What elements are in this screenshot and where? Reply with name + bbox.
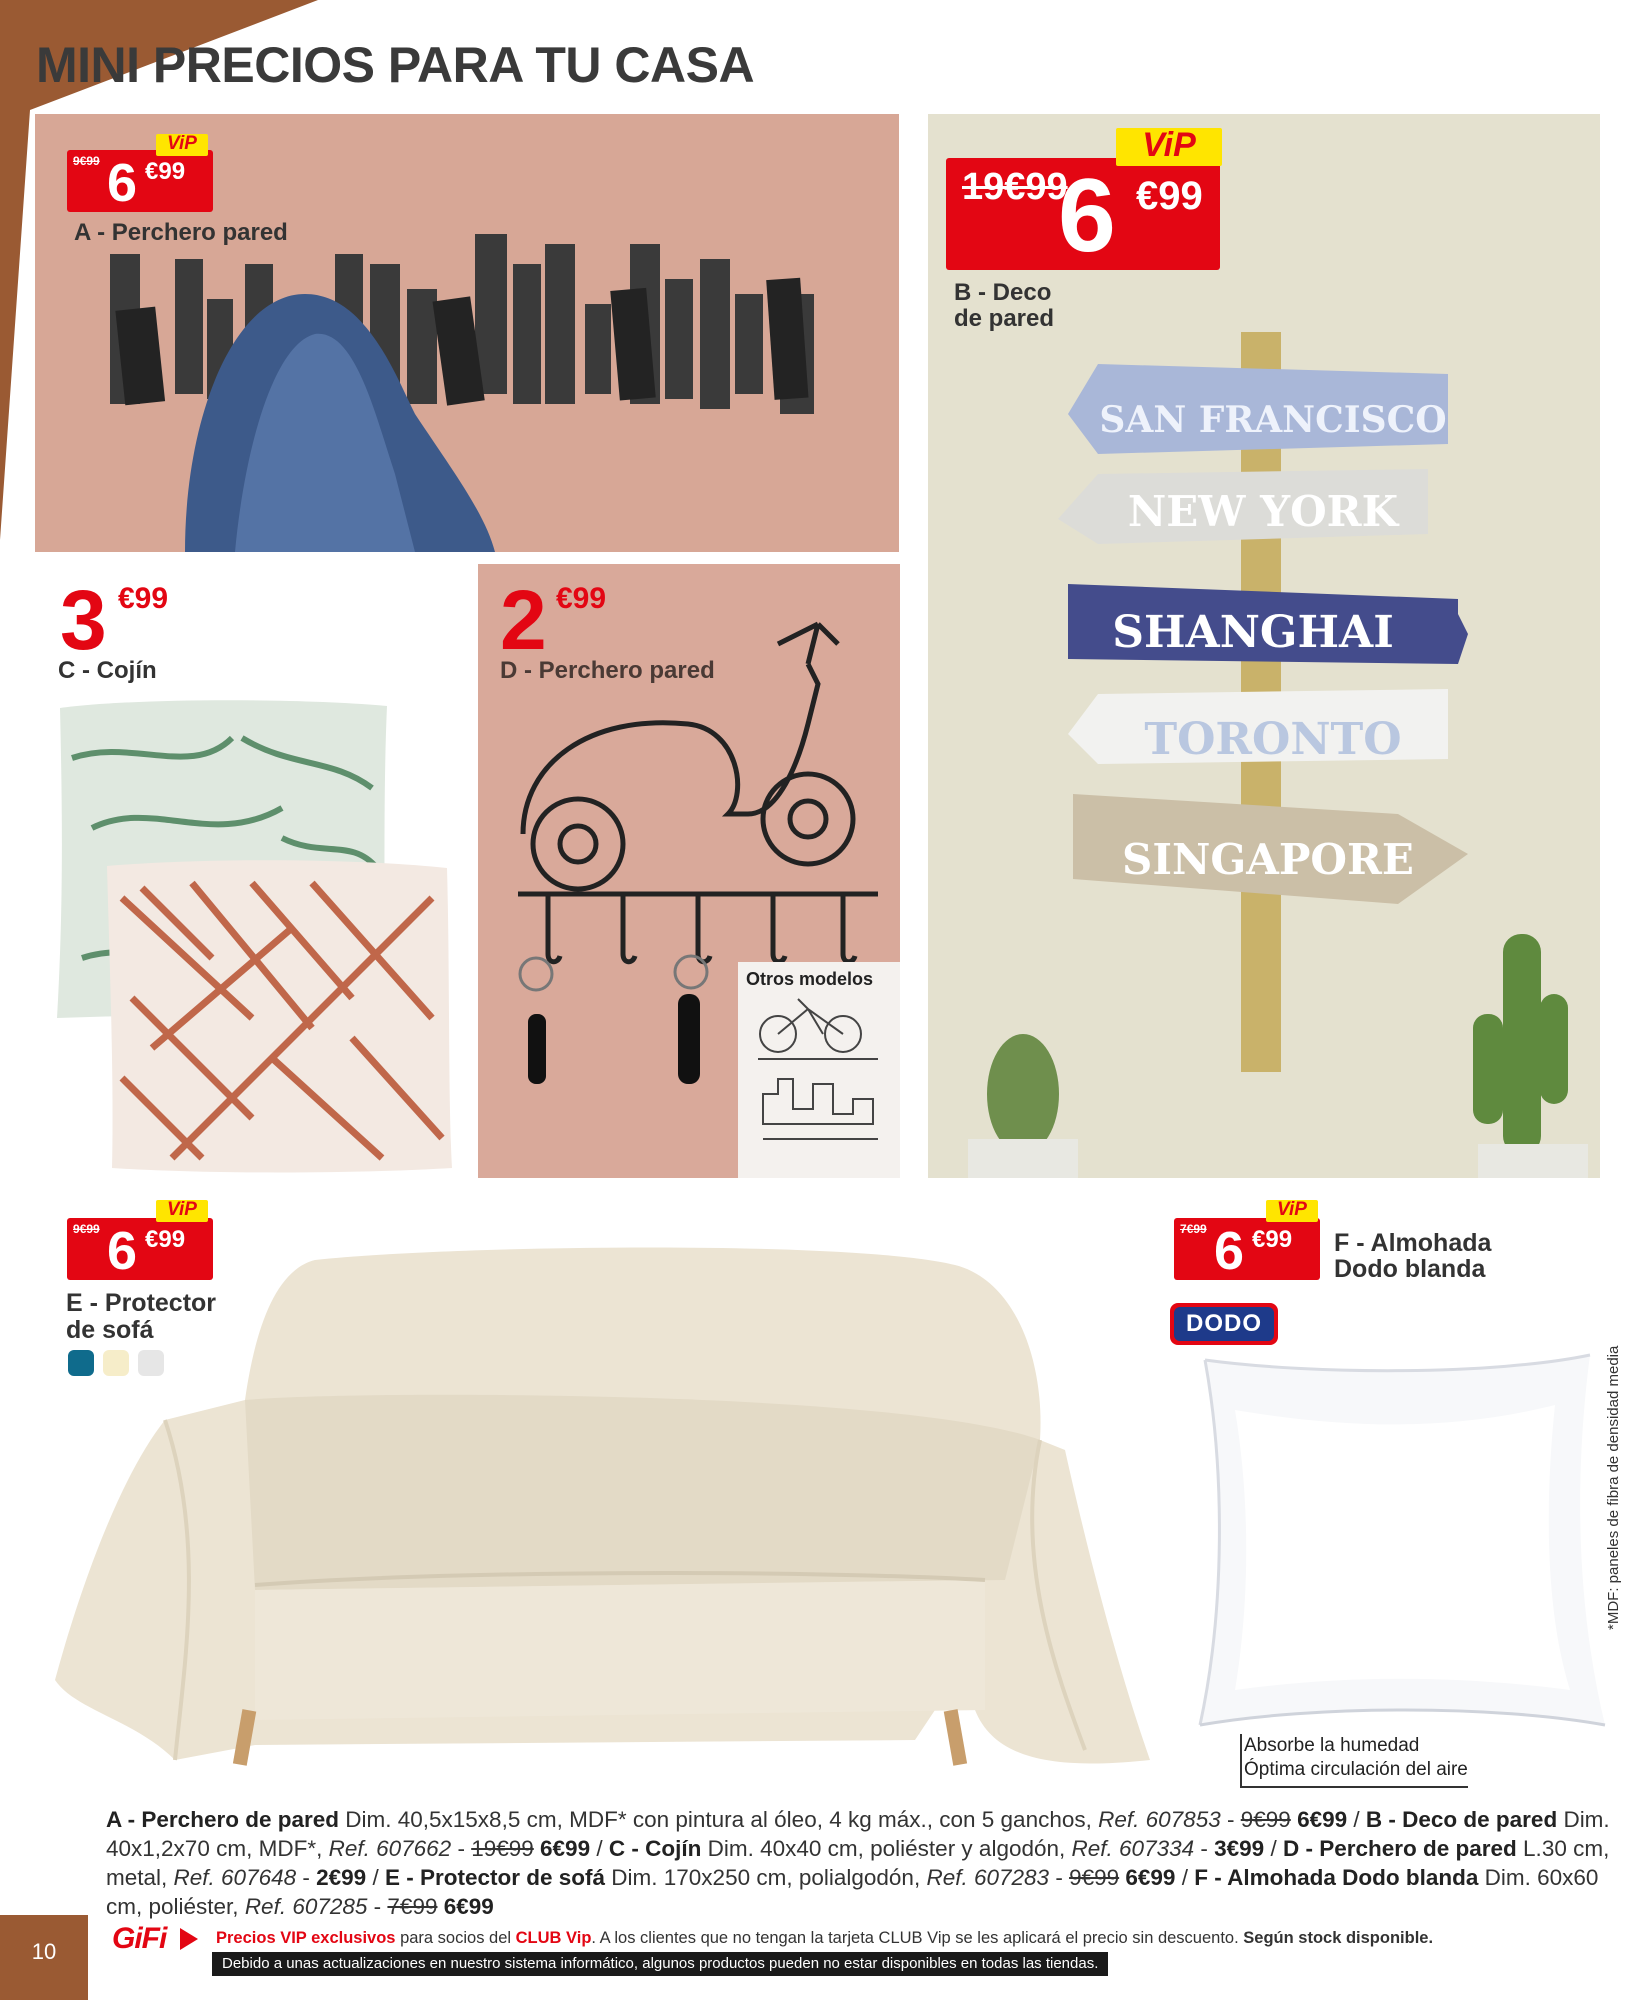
product-d-price-cents: €99 bbox=[556, 582, 607, 615]
product-f-features bbox=[1240, 1734, 1468, 1788]
desc-e-ref: Ref. 607283 bbox=[926, 1865, 1050, 1890]
product-d-price bbox=[500, 573, 640, 667]
product-f-price-integer: 6 bbox=[1214, 1221, 1245, 1281]
sign-2-text: NEW YORK bbox=[1127, 487, 1399, 536]
page-title: MINI PRECIOS PARA TU CASA bbox=[36, 37, 755, 93]
desc-a-new: 6€99 bbox=[1297, 1807, 1348, 1832]
footer-stock-note: Según stock disponible. bbox=[1243, 1929, 1434, 1947]
product-a-price-cents: €99 bbox=[145, 158, 186, 185]
footer-availability-note: Debido a unas actualizaciones en nuestro sistema informático, algunos productos pueden no estar disponibles en todas las tiendas. bbox=[212, 1952, 1108, 1976]
product-c-label: C - Cojín bbox=[58, 657, 157, 684]
desc-c-new: 3€99 bbox=[1214, 1836, 1265, 1861]
desc-e-old: 9€99 bbox=[1069, 1865, 1120, 1890]
desc-f-new: 6€99 bbox=[443, 1894, 494, 1919]
product-c-price-integer: 3 bbox=[60, 573, 107, 667]
product-a-price-integer: 6 bbox=[107, 153, 138, 213]
sign-5-text: SINGAPORE bbox=[1122, 835, 1414, 884]
desc-e-text: Dim. 170x250 cm, polialgodón, bbox=[605, 1865, 927, 1890]
product-f-photo bbox=[1195, 1350, 1615, 1730]
product-b-label-line1: B - Deco bbox=[954, 279, 1052, 306]
product-c-photo bbox=[52, 698, 456, 1174]
product-d-price-integer: 2 bbox=[500, 573, 547, 667]
desc-f-ref: Ref. 607285 bbox=[244, 1894, 368, 1919]
sign-1-text: SAN FRANCISCO bbox=[1099, 399, 1447, 441]
desc-a-name: A - Perchero de pared bbox=[106, 1807, 339, 1832]
product-f-price-cents: €99 bbox=[1252, 1226, 1293, 1253]
dodo-logo bbox=[1170, 1303, 1278, 1345]
product-d-inset-label: Otros modelos bbox=[746, 969, 874, 989]
desc-f-name: F - Almohada Dodo blanda bbox=[1194, 1865, 1479, 1890]
desc-a-ref: Ref. 607853 bbox=[1098, 1807, 1221, 1832]
product-c-price bbox=[60, 573, 200, 667]
product-e-vip-badge: ViP bbox=[156, 1200, 208, 1222]
desc-e-new: 6€99 bbox=[1125, 1865, 1176, 1890]
desc-c-text: Dim. 40x40 cm, poliéster y algodón, bbox=[701, 1836, 1072, 1861]
desc-a-text: Dim. 40,5x15x8,5 cm, MDF* con pintura al óleo, 4 kg máx., con 5 ganchos, bbox=[339, 1807, 1099, 1832]
product-f-old-price: 7€99 bbox=[1180, 1222, 1207, 1236]
dodo-logo-text: DODO bbox=[1174, 1307, 1274, 1341]
desc-b-ref: Ref. 607662 bbox=[328, 1836, 452, 1861]
footer-club-vip: CLUB Vip bbox=[515, 1929, 592, 1947]
desc-d-ref: Ref. 607648 bbox=[173, 1865, 297, 1890]
desc-c-ref: Ref. 607334 bbox=[1071, 1836, 1195, 1861]
product-e-price-cents: €99 bbox=[145, 1226, 186, 1253]
product-f-feature-1: Absorbe la humedad bbox=[1244, 1735, 1420, 1756]
product-e-photo bbox=[55, 1240, 1155, 1775]
gifi-arrow-icon bbox=[180, 1928, 198, 1950]
gifi-logo: GiFi bbox=[112, 1922, 167, 1955]
desc-d-name: D - Perchero de pared bbox=[1282, 1836, 1517, 1861]
product-f-price-tag bbox=[1174, 1218, 1320, 1280]
product-b-photo bbox=[928, 114, 1600, 1178]
product-a-old-price: 9€99 bbox=[73, 154, 100, 168]
product-f-label-line1: F - Almohada bbox=[1334, 1229, 1492, 1257]
desc-b-new: 6€99 bbox=[540, 1836, 591, 1861]
product-e-label-line1: E - Protector bbox=[66, 1289, 217, 1317]
sign-3-text: SHANGHAI bbox=[1112, 607, 1394, 658]
product-a-label: A - Perchero pared bbox=[74, 219, 288, 246]
product-e-label-line2: de sofá bbox=[66, 1316, 154, 1344]
product-b-vip-badge: ViP bbox=[1116, 128, 1222, 166]
product-e-price-integer: 6 bbox=[107, 1221, 138, 1281]
product-f-vip-badge: ViP bbox=[1266, 1200, 1318, 1222]
desc-d-text: L.30 cm, metal, bbox=[106, 1836, 1610, 1890]
product-b-price-integer: 6 bbox=[1058, 158, 1116, 274]
desc-b-text: Dim. 40x1,2x70 cm, MDF*, bbox=[106, 1807, 1610, 1861]
product-b-old-price: 19€99 bbox=[962, 166, 1068, 208]
desc-c-name: C - Cojín bbox=[608, 1836, 702, 1861]
product-f-feature-2: Óptima circulación del aire bbox=[1244, 1759, 1468, 1780]
page-number: 10 bbox=[0, 1915, 88, 2000]
desc-b-old: 19€99 bbox=[471, 1836, 534, 1861]
product-descriptions: A - Perchero de pared Dim. 40,5x15x8,5 cm, MDF* con pintura al óleo, 4 kg máx., con 5 ganchos, Ref. 607853 - 9€99 6€99 / B - Deco de pared Dim. 40x1,2x70 cm, MDF*, Ref. 607662 - 19€99 6€99 / C - Cojín Dim. 40x40 cm, poliéster y algodón, Ref. 607334 - 3€99 / D - Perchero de pared L.30 cm, metal, Ref. 607648 - 2€99 / E - Protector de sofá Dim. 170x250 cm, polialgodón, Ref. 607283 - 9€99 6€99 / F - Almohada Dodo blanda Dim. 60x60 cm, poliéster, Ref. 607285 - 7€99 6€99 bbox=[106, 1807, 1610, 1919]
product-a-price-tag bbox=[67, 150, 213, 212]
desc-b-name: B - Deco de pared bbox=[1365, 1807, 1558, 1832]
product-b-price-tag bbox=[946, 158, 1220, 274]
desc-e-name: E - Protector de sofá bbox=[384, 1865, 606, 1890]
product-e-old-price: 9€99 bbox=[73, 1222, 100, 1236]
mdf-footnote: *MDF: paneles de fibra de densidad media bbox=[1605, 1345, 1622, 1630]
product-b-price-cents: €99 bbox=[1136, 174, 1203, 218]
desc-f-old: 7€99 bbox=[387, 1894, 438, 1919]
footer-vip-highlight: Precios VIP exclusivos bbox=[216, 1929, 396, 1947]
product-f-label-line2: Dodo blanda bbox=[1334, 1255, 1486, 1283]
product-d-label: D - Perchero pared bbox=[500, 657, 715, 684]
desc-a-old: 9€99 bbox=[1240, 1807, 1291, 1832]
product-c-price-cents: €99 bbox=[118, 582, 169, 615]
footer-vip-note: Precios VIP exclusivos para socios del CLUB Vip. A los clientes que no tengan la tarjeta CLUB Vip se les aplicará el precio sin descuento. Según stock disponible. bbox=[216, 1929, 1434, 1947]
product-b-label-line2: de pared bbox=[954, 305, 1055, 332]
product-a-vip-badge: ViP bbox=[156, 134, 208, 156]
desc-d-new: 2€99 bbox=[316, 1865, 367, 1890]
sign-4-text: TORONTO bbox=[1144, 714, 1402, 765]
desc-f-text: Dim. 60x60 cm, poliéster, bbox=[106, 1865, 1599, 1919]
